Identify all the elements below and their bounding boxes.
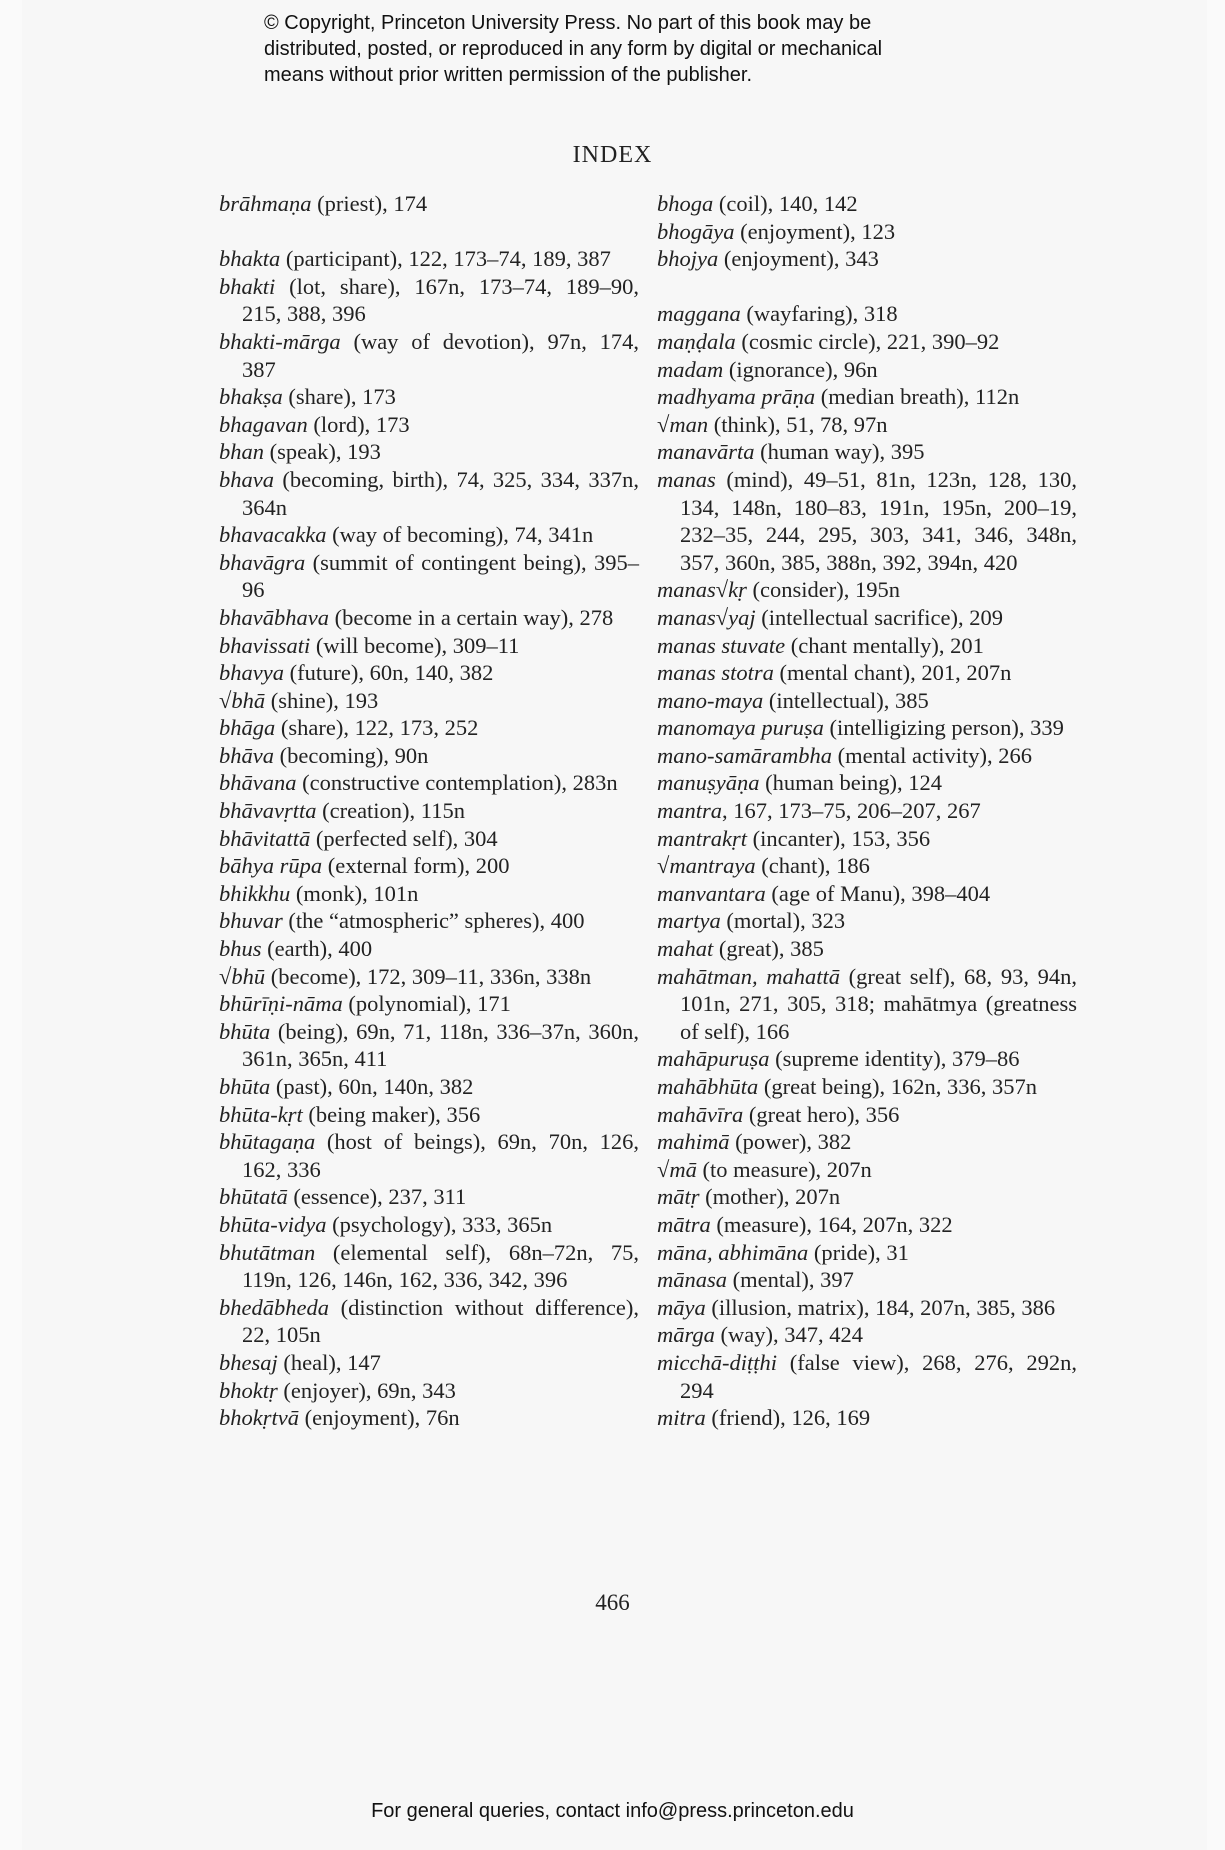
entry-detail: (enjoyment), 343 [718,246,879,272]
entry-detail: (chant), 186 [755,853,870,879]
copyright-line-1: © Copyright, Princeton University Press. No part of this book may be [264,12,872,34]
index-entry [657,852,1077,880]
entry-detail: (ignorance), 96n [723,356,878,382]
index-entry [219,714,639,742]
entry-detail: (share), 122, 173, 252 [275,715,479,741]
index-entry [219,1183,639,1211]
entry-detail: (external form), 200 [322,853,510,879]
index-entry [219,907,639,935]
index-entry [657,1073,1077,1101]
entry-detail: (enjoyer), 69n, 343 [277,1377,456,1403]
index-entry [657,328,1077,356]
copyright-notice [264,10,1064,88]
index-entry [219,825,639,853]
index-entry [657,769,1077,797]
index-entry [219,880,639,908]
index-entry [219,466,639,521]
entry-term: manuṣyāṇa [657,770,760,796]
entry-term: bhavissati [219,632,311,658]
entry-detail: (become), 172, 309–11, 336n, 338n [265,963,592,989]
index-entry [657,245,1077,273]
index-entry [657,356,1077,384]
entry-term: bhavābhava [219,604,329,630]
entry-detail: (friend), 126, 169 [705,1405,871,1431]
index-entry [219,742,639,770]
entry-detail: (enjoyment), 76n [298,1405,460,1431]
entry-detail: (being), 69n, 71, 118n, 336–37n, 360n, 361n, 365n, 411 [242,1018,639,1072]
entry-detail: (false view), 268, 276, 292n, 294 [680,1349,1077,1403]
index-entry [219,521,639,549]
entry-detail: (great being), 162n, 336, 357n [758,1074,1037,1099]
entry-term: mano-maya [657,687,764,713]
entry-detail: (lot, share), 167n, 173–74, 189–90, 215, 388, 396 [242,273,639,327]
index-entry [219,604,639,632]
entry-term: brāhmaṇa [219,191,312,216]
entry-detail: (will become), 309–11 [310,632,520,658]
entry-detail: (great hero), 356 [743,1101,900,1127]
index-entry [219,1239,639,1294]
index-entry [657,963,1077,1046]
entry-term: bhāga [219,715,276,741]
entry-detail: (distinction without difference), 22, 105n [242,1294,639,1348]
index-entry [657,1266,1077,1294]
entry-detail: (chant mentally), 201 [785,632,984,658]
entry-term: manas [657,466,716,492]
index-entry [657,907,1077,935]
index-entry [219,273,639,328]
entry-term: bhus [219,936,262,962]
entry-detail: (incanter), 153, 356 [747,825,931,851]
entry-detail: (mind), 49–51, 81n, 123n, 128, 130, 134, 148n, 180–83, 191n, 195n, 200–19, 232–35, 244, 295, 303, 341, 346, 348n, 357, 360n, 385, 388n, 392, 394n, 420 [680,466,1077,575]
entry-term: √mantraya [657,853,756,879]
index-entry [219,1101,639,1129]
entry-term: mahimā [657,1129,730,1155]
index-entry [219,1294,639,1349]
entry-term: bhūrīṇi-nāma [219,991,343,1017]
entry-detail: (intelligizing person), 339 [823,715,1064,741]
entry-detail: (elemental self), 68n–72n, 75, 119n, 126, 146n, 162, 336, 342, 396 [242,1239,639,1293]
index-right-column [657,190,1077,1432]
entry-term: bhagavan [219,411,308,437]
entry-detail: (participant), 122, 173–74, 189, 387 [280,246,611,272]
entry-term: manomaya puruṣa [657,715,824,741]
entry-detail: (wayfaring), 318 [740,301,898,327]
entry-term: madhyama prāṇa [657,384,816,410]
index-entry [657,1045,1077,1073]
entry-detail: (constructive contemplation), 283n [296,770,618,796]
index-entry [657,604,1077,632]
entry-term: madam [657,356,724,382]
entry-term: mahābhūta [657,1074,759,1099]
entry-detail: (way of devotion), 97n, 174, 387 [242,328,639,382]
entry-term: bhan [219,439,264,465]
entry-term: manavārta [657,439,755,465]
index-entry [219,1128,639,1183]
index-entry [657,1211,1077,1239]
index-entry [657,659,1077,687]
index-entry [657,1321,1077,1349]
index-entry [657,687,1077,715]
entry-term: mahat [657,936,714,962]
entry-detail: (great self), 68, 93, 94n, 101n, 271, 305, 318; mahātmya (greatness of self), 166 [680,963,1077,1044]
index-entry [219,632,639,660]
entry-term: bhāvana [219,770,297,796]
entry-term: manas√yaj [657,604,756,630]
entry-term: bhuvar [219,908,283,934]
index-entry [219,549,639,604]
entry-detail: (to measure), 207n [696,1156,872,1182]
entry-detail: (mental activity), 266 [832,742,1032,768]
entry-term: √man [657,411,709,437]
entry-term: bhavāgra [219,549,306,575]
entry-term: bhesaj [219,1349,278,1375]
entry-detail: (enjoyment), 123 [734,218,896,244]
entry-detail: (intellectual), 385 [763,687,929,713]
index-entry [657,935,1077,963]
entry-term: bhakti-mārga [219,328,341,354]
page-number: 466 [595,1590,630,1615]
entry-term: bhutātman [219,1239,316,1265]
index-entry [657,1294,1077,1322]
entry-term: bhokṛtvā [219,1405,299,1431]
index-entry [657,825,1077,853]
entry-term: bhavya [219,660,284,686]
entry-term: √mā [657,1156,697,1182]
entry-term: micchā-diṭṭhi [657,1349,777,1375]
index-entry [657,714,1077,742]
index-entry [657,1183,1077,1211]
entry-detail: (summit of contingent being), 395–96 [242,549,639,603]
entry-term: manvantara [657,880,766,906]
index-entry [657,576,1077,604]
index-entry [657,411,1077,439]
index-entry [219,1349,639,1377]
entry-detail: (shine), 193 [265,687,379,713]
entry-term: mitra [657,1405,706,1431]
copyright-line-2: distributed, posted, or reproduced in any form by digital or mechanical [264,38,883,60]
entry-detail: (great), 385 [713,936,824,962]
entry-term: √bhā [219,687,266,713]
index-entry [657,1404,1077,1432]
entry-term: māya [657,1294,706,1320]
index-entry [657,797,1077,825]
entry-detail: (median breath), 112n [815,384,1020,410]
index-entry [219,769,639,797]
entry-term: mantra [657,798,723,824]
entry-detail: (perfected self), 304 [310,825,498,851]
entry-term: bhojya [657,246,719,272]
index-entry [219,245,639,273]
entry-term: mārga [657,1322,715,1348]
entry-term: bhoga [657,191,714,216]
entry-term: bhāva [219,742,274,768]
entry-detail: (pride), 31 [808,1239,909,1265]
entry-term: mānasa [657,1267,728,1293]
entry-term: bhakṣa [219,384,283,410]
entry-detail: (future), 60n, 140, 382 [283,660,494,686]
index-entry [219,1404,639,1432]
entry-detail: (earth), 400 [261,936,373,962]
entry-detail: (speak), 193 [264,439,381,465]
index-entry [219,687,639,715]
entry-detail: (host of beings), 69n, 70n, 126, 162, 336 [242,1129,639,1182]
entry-term: √bhū [219,963,266,989]
entry-term: manas√kṛ [657,577,747,603]
entry-term: bhūta-vidya [219,1211,327,1237]
index-entry [657,1128,1077,1156]
entry-detail: (power), 382 [729,1129,852,1155]
index-entry [219,1377,639,1405]
entry-detail: (the “atmospheric” spheres), 400 [282,908,585,934]
index-entry [657,632,1077,660]
entry-term: bhedābheda [219,1294,329,1320]
entry-term: mantrakṛt [657,825,747,851]
index-entry [657,1349,1077,1404]
index-entry [657,218,1077,246]
index-entry [219,659,639,687]
entry-detail: (become in a certain way), 278 [328,604,614,630]
entry-term: bhūtatā [219,1184,288,1210]
entry-detail: (think), 51, 78, 97n [708,411,888,437]
index-entry [657,466,1077,576]
entry-term: bhūta-kṛt [219,1101,303,1127]
entry-detail: (human way), 395 [754,439,925,465]
entry-term: maggana [657,301,741,327]
entry-term: bhāvitattā [219,825,311,851]
entry-term: mahāvīra [657,1101,744,1127]
entry-detail: (becoming), 90n [274,742,429,768]
index-entry [657,1156,1077,1184]
entry-detail: (measure), 164, 207n, 322 [710,1211,953,1237]
entry-term: bhūtagaṇa [219,1129,316,1155]
entry-term: mano-samārambha [657,742,833,768]
index-left-column [219,190,639,1432]
entry-detail: (human being), 124 [759,770,942,796]
entry-detail: (psychology), 333, 365n [326,1211,553,1237]
entry-term: bhavacakka [219,522,327,548]
index-entry [219,797,639,825]
entry-detail: (polynomial), 171 [342,991,511,1017]
index-entry [657,1239,1077,1267]
entry-term: manas stuvate [657,632,786,658]
footer-contact: For general queries, contact info@press.princeton.edu [371,1800,854,1822]
entry-detail: (illusion, matrix), 184, 207n, 385, 386 [705,1294,1056,1320]
entry-detail: (mother), 207n [699,1184,841,1210]
entry-detail: (way of becoming), 74, 341n [326,522,594,548]
entry-term: mahātman, mahattā [657,963,841,989]
entry-detail: (lord), 173 [307,411,410,437]
entry-detail: (heal), 147 [277,1349,381,1375]
entry-detail: (past), 60n, 140n, 382 [270,1074,474,1099]
entry-term: bhakta [219,246,281,272]
entry-detail: (priest), 174 [311,191,428,216]
index-entry [219,1211,639,1239]
entry-term: bhāvavṛtta [219,798,317,824]
index-entry [219,1073,639,1101]
entry-detail: (intellectual sacrifice), 209 [755,604,1003,630]
index-entry [219,935,639,963]
entry-detail: (being maker), 356 [302,1101,481,1127]
entry-detail: (mental), 397 [727,1267,854,1293]
page-title: INDEX [572,142,653,168]
entry-term: bhava [219,466,274,492]
entry-detail: (way), 347, 424 [714,1322,864,1348]
entry-detail: (essence), 237, 311 [287,1184,467,1210]
entry-term: bhūta [219,1018,271,1044]
entry-term: bhakti [219,273,276,299]
entry-term: mātra [657,1211,711,1237]
entry-term: bāhya rūpa [219,853,323,879]
index-entry [219,963,639,991]
entry-detail: (consider), 195n [746,577,900,603]
entry-detail: , 167, 173–75, 206–207, 267 [722,798,981,824]
index-entry [219,411,639,439]
index-entry [219,852,639,880]
entry-term: martya [657,908,721,934]
entry-detail: (mental chant), 201, 207n [773,660,1012,686]
entry-term: bhūta [219,1074,271,1099]
entry-term: maṇḍala [657,328,736,354]
entry-term: manas stotra [657,660,774,686]
index-entry [657,300,1077,328]
index-entry [657,438,1077,466]
index-entry [219,1018,639,1073]
entry-term: bhoktṛ [219,1377,278,1403]
entry-term: mahāpuruṣa [657,1046,770,1072]
index-entry [657,880,1077,908]
copyright-line-3: means without prior written permission of the publisher. [264,64,753,86]
entry-term: bhogāya [657,218,735,244]
entry-detail: (monk), 101n [290,880,419,906]
entry-detail: (coil), 140, 142 [713,191,858,216]
index-entry [219,383,639,411]
entry-detail: (age of Manu), 398–404 [765,880,991,906]
entry-term: mātṛ [657,1184,700,1210]
entry-detail: (becoming, birth), 74, 325, 334, 337n, 364n [242,466,639,520]
index-entry [219,328,639,383]
index-entry [657,742,1077,770]
index-entry [219,438,639,466]
index-entry [219,990,639,1018]
entry-detail: (mortal), 323 [720,908,846,934]
index-entry [657,383,1077,411]
entry-detail: (share), 173 [282,384,396,410]
entry-detail: (supreme identity), 379–86 [769,1046,1020,1072]
entry-detail: (creation), 115n [316,798,465,824]
entry-term: māna, abhimāna [657,1239,809,1265]
index-entry [657,190,1077,218]
entry-detail: (cosmic circle), 221, 390–92 [735,328,1000,354]
index-entry [657,1101,1077,1129]
index-entry [219,190,639,218]
entry-term: bhikkhu [219,880,291,906]
